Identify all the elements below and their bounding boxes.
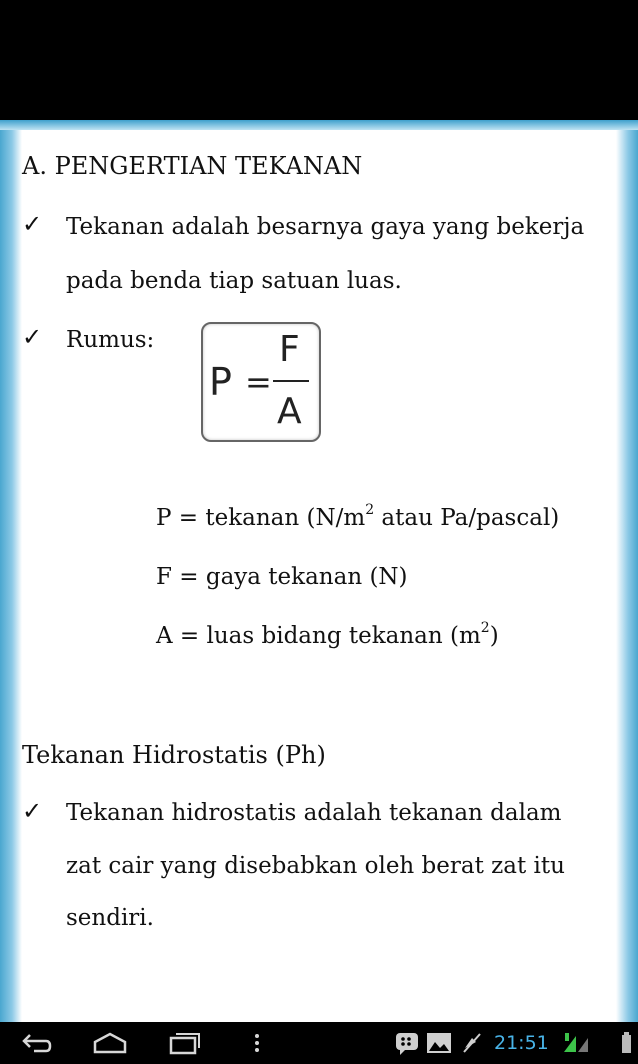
formula-denominator: A	[277, 391, 302, 432]
recent-apps-icon[interactable]	[168, 1030, 202, 1063]
definition-p: P = tekanan ($N/m^2$ atau Pa/pascal)	[156, 502, 560, 531]
check-mark-icon: ✓	[22, 323, 43, 351]
clock: 21:51	[494, 1032, 549, 1054]
hydro-line1: Tekanan hidrostatis adalah tekanan dalam	[66, 800, 562, 826]
rumus-label: Rumus:	[66, 327, 155, 353]
hydro-heading: Tekanan Hidrostatis (Ph)	[22, 741, 326, 769]
check-mark-icon: ✓	[22, 797, 43, 825]
formula-box	[201, 322, 321, 442]
hydro-line2: zat cair yang disebabkan oleh berat zat itu	[66, 853, 565, 879]
top-black-area	[0, 0, 638, 120]
home-icon[interactable]	[92, 1030, 128, 1063]
gallery-icon	[426, 1030, 452, 1064]
battery-icon	[620, 1030, 634, 1064]
signal-icon	[562, 1030, 590, 1064]
bullet1-line2: pada benda tiap satuan luas.	[66, 268, 402, 294]
bullet1-line1: Tekanan adalah besarnya gaya yang bekerja	[66, 214, 585, 240]
formula-lhs: P	[209, 360, 232, 404]
check-mark-icon: ✓	[22, 210, 43, 238]
bbm-icon	[394, 1030, 422, 1064]
menu-icon[interactable]	[252, 1030, 262, 1063]
formula-numerator: F	[279, 329, 300, 370]
mute-icon	[460, 1030, 484, 1064]
slide-top-band	[0, 120, 638, 130]
definition-a: A = luas bidang tekanan $(m^2)$	[156, 620, 499, 649]
definition-f: F = gaya tekanan (N)	[156, 564, 408, 590]
section-heading: A. PENGERTIAN TEKANAN	[22, 152, 363, 180]
back-icon[interactable]	[20, 1029, 54, 1062]
hydro-line3: sendiri.	[66, 905, 154, 931]
fraction-bar	[273, 380, 309, 382]
formula-equals: =	[245, 363, 272, 401]
